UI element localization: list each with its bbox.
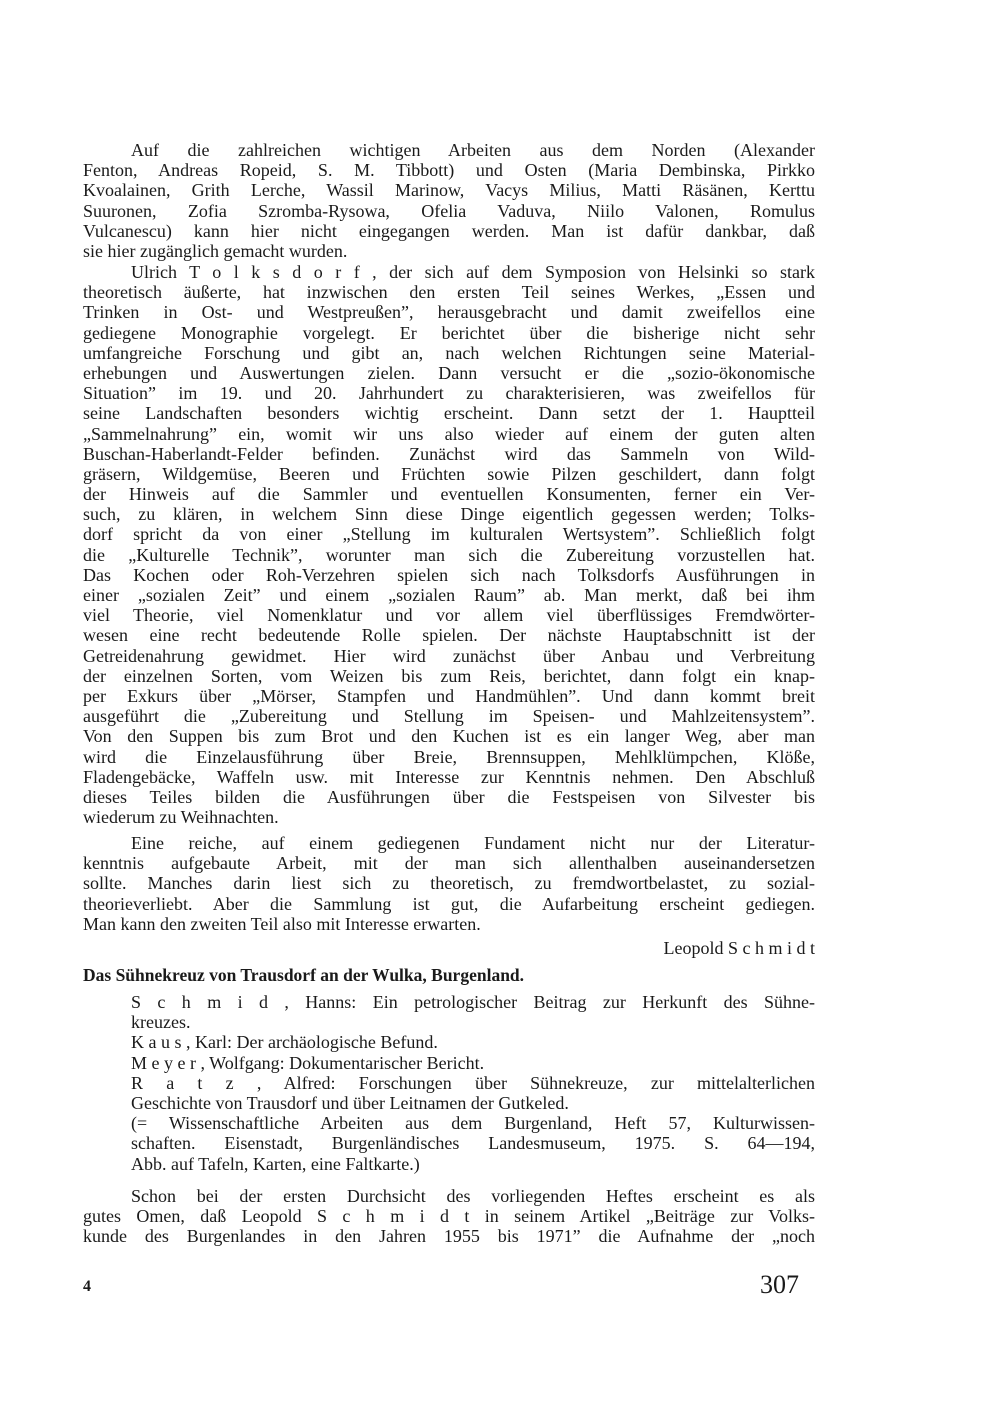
text-line: Das Kochen oder Roh-Verzehren spielen sich nach Tolksdorfs Ausführungen in xyxy=(83,564,815,585)
text-line: ausgeführt die „Zubereitung und Stellung im Speisen- und Mahlzeitensystem”. xyxy=(83,706,815,727)
text-line: wesen eine recht bedeutende Rolle spielen. Der nächste Hauptabschnitt ist der xyxy=(83,625,815,646)
text-line: Man kann den zweiten Teil also mit Interesse erwarten. xyxy=(83,913,481,934)
text-line: sie hier zugänglich gemacht wurden. xyxy=(83,240,348,261)
signature-mark: 4 xyxy=(83,1278,91,1295)
text-line: R a t z , Alfred: Forschungen über Sühnekreuze, zur mittelalterlichen xyxy=(131,1072,815,1093)
text-line: theoretisch äußerte, hat inzwischen den ersten Teil seines Werkes, „Essen und xyxy=(83,282,815,303)
text-line: dieses Teiles bilden die Ausführungen über die Festspeisen von Silvester bis xyxy=(83,786,815,807)
text-line: (= Wissenschaftliche Arbeiten aus dem Burgenland, Heft 57, Kulturwissen- xyxy=(131,1113,815,1134)
text-line: S c h m i d , Hanns: Ein petrologischer Beitrag zur Herkunft des Sühne- xyxy=(131,992,815,1012)
text-line: Vulcanescu) kann hier nicht eingegangen werden. Man ist dafür dankbar, daß xyxy=(83,220,815,241)
text-line: umfangreiche Forschung und gibt an, nach welchen Richtungen seine Material- xyxy=(83,342,815,363)
text-line: gräsern, Wildgemüse, Beeren und Früchten sowie Pilzen geschildert, dann folgt xyxy=(83,463,815,484)
text-line: „Sammelnahrung” ein, womit wir uns also wieder auf einem der guten alten xyxy=(83,423,815,444)
text-line: der einzelnen Sorten, vom Weizen bis zum Reis, berichtet, dann folgt ein knap- xyxy=(83,665,815,686)
text-line: such, zu klären, in welchem Sinn diese Dinge eigentlich gegessen werden; Tolks- xyxy=(83,504,815,525)
text-line: der Hinweis auf die Sammler und eventuellen Konsumenten, ferner ein Ver- xyxy=(83,484,815,505)
text-line: dorf spricht da von einer „Stellung im kulturalen Wertsystem”. Schließlich folgt xyxy=(83,524,815,545)
text-line: wiederum zu Weihnachten. xyxy=(83,807,279,828)
text-line: theorieverliebt. Aber die Sammlung ist gut, die Aufarbeitung erscheint gediegen. xyxy=(83,893,815,914)
text-line: kreuzes. xyxy=(131,1012,191,1033)
text-line: Geschichte von Trausdorf und über Leitnamen der Gutkeled. xyxy=(131,1092,569,1113)
text-line: per Exkurs über „Mörser, Stampfen und Handmühlen”. Und dann kommt breit xyxy=(83,685,815,706)
text-line: K a u s , Karl: Der archäologische Befund. xyxy=(131,1032,438,1053)
review-signature: Leopold S c h m i d t xyxy=(663,938,815,958)
text-line: Eine reiche, auf einem gediegenen Fundament nicht nur der Literatur- xyxy=(131,833,815,853)
text-line: viel Theorie, viel Nomenklatur und vor allem viel überflüssiges Fremdwörter- xyxy=(83,605,815,626)
text-line: Von den Suppen bis zum Brot und den Kuchen ist es ein langer Weg, aber man xyxy=(83,726,815,747)
text-line: Trinken in Ost- und Westpreußen”, herausgebracht und damit zweifellos eine xyxy=(83,302,815,323)
paragraph-2 xyxy=(83,262,815,827)
text-line: erhebungen und Auswertungen zielen. Dann versucht er die „sozio-ökonomische xyxy=(83,362,815,383)
text-line: Auf die zahlreichen wichtigen Arbeiten aus dem Norden (Alexander xyxy=(131,140,815,160)
bibliography xyxy=(131,992,815,1174)
text-line: Getreidenahrung gewidmet. Hier wird zunächst über Anbau und Verbreitung xyxy=(83,645,815,666)
text-line: schaften. Eisenstadt, Burgenländisches Landesmuseum, 1975. S. 64—194, xyxy=(131,1133,815,1154)
text-line: Suuronen, Zofia Szromba-Rysowa, Ofelia Vaduva, Niilo Valonen, Romulus xyxy=(83,200,815,221)
text-line: Situation” im 19. und 20. Jahrhundert zu charakterisieren, was zweifellos für xyxy=(83,383,815,404)
text-line: Fladengebäcke, Waffeln usw. mit Interesse zur Kenntnis nehmen. Den Abschluß xyxy=(83,766,815,787)
text-line: Ulrich T o l k s d o r f , der sich auf dem Symposion von Helsinki so stark xyxy=(131,262,815,282)
paragraph-1 xyxy=(83,140,815,261)
text-line: gutes Omen, daß Leopold S c h m i d t in seinem Artikel „Beiträge zur Volks- xyxy=(83,1206,815,1227)
page-number: 307 xyxy=(760,1270,799,1299)
text-line: Abb. auf Tafeln, Karten, eine Faltkarte.) xyxy=(131,1153,420,1174)
text-line: gediegene Monographie vorgelegt. Er berichtet über die bisherige nicht sehr xyxy=(83,322,815,343)
text-line: die „Kulturelle Technik”, worunter man sich die Zubereitung vorzustellen hat. xyxy=(83,544,815,565)
paragraph-3 xyxy=(83,833,815,934)
text-line: seine Landschaften besonders wichtig erscheint. Dann setzt der 1. Hauptteil xyxy=(83,403,815,424)
paragraph-4 xyxy=(83,1186,815,1247)
text-line: Kvoalainen, Grith Lerche, Wassil Marinow, Vacys Milius, Matti Räsänen, Kerttu xyxy=(83,180,815,201)
text-line: einer „sozialen Zeit” und einem „sozialen Raum” ab. Man merkt, daß bei ihm xyxy=(83,585,815,605)
text-line: Schon bei der ersten Durchsicht des vorliegenden Heftes erscheint es als xyxy=(131,1186,815,1206)
text-line: Buschan-Haberlandt-Felder befinden. Zunächst wird das Sammeln von Wild- xyxy=(83,443,815,464)
text-line: kenntnis aufgebaute Arbeit, mit der man sich allenthalben auseinandersetzen xyxy=(83,853,815,874)
review-heading: Das Sühnekreuz von Trausdorf an der Wulka, Burgenland. xyxy=(83,965,525,985)
text-line: kunde des Burgenlandes in den Jahren 1955 bis 1971” die Aufnahme der „noch xyxy=(83,1226,815,1247)
text-line: sollte. Manches darin liest sich zu theoretisch, zu fremdwortbelastet, zu sozial- xyxy=(83,873,815,894)
text-line: wird die Einzelausführung über Breie, Brennsuppen, Mehlklümpchen, Klöße, xyxy=(83,746,815,767)
text-line: Fenton, Andreas Ropeid, S. M. Tibbott) und Osten (Maria Dembinska, Pirkko xyxy=(83,160,815,181)
text-line: M e y e r , Wolfgang: Dokumentarischer Bericht. xyxy=(131,1052,485,1073)
